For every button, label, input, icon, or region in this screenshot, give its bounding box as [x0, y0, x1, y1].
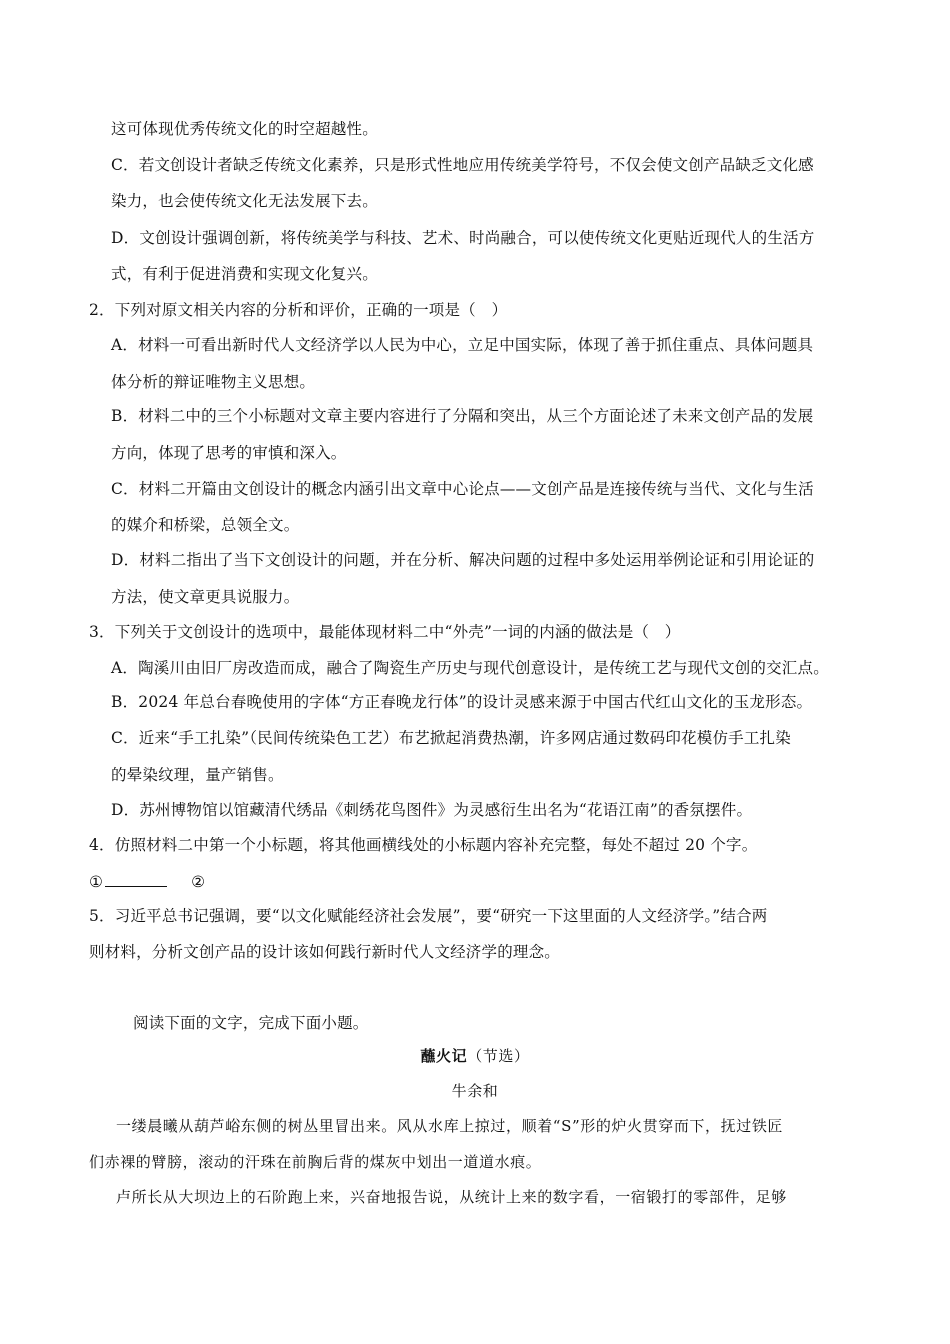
passage-title	[0, 1046, 950, 1066]
q2-option-a-line1: A．材料一可看出新时代人文经济学以人民为中心，立足中国实际，体现了善于抓住重点、具体问题具	[111, 336, 814, 354]
question-4-stem: 4．仿照材料二中第一个小标题，将其他画横线处的小标题内容补充完整，每处不超过 20 个字。	[89, 836, 758, 854]
question-2-stem: 2．下列对原文相关内容的分析和评价，正确的一项是（ ）	[89, 301, 508, 319]
circle-one-marker: ①	[89, 873, 104, 891]
q2-option-a-line2: 体分析的辩证唯物主义思想。	[111, 373, 316, 391]
q2-option-d-line1: D．材料二指出了当下文创设计的问题，并在分析、解决问题的过程中多处运用举例论证和引用论证的	[111, 551, 815, 569]
passage-paragraph-2-line1: 卢所长从大坝边上的石阶跑上来，兴奋地报告说，从统计上来的数字看，一宿锻打的零部件，足够	[116, 1188, 787, 1206]
question-5-line2: 则材料，分析文创产品的设计该如何践行新时代人文经济学的理念。	[89, 943, 561, 961]
question-5-line1: 5．习近平总书记强调，要“以文化赋能经济社会发展”，要“研究一下这里面的人文经济学。”结合两	[89, 907, 768, 925]
q3-option-a: A．陶溪川由旧厂房改造而成，融合了陶瓷生产历史与现代创意设计，是传统工艺与现代文创的交汇点。	[111, 659, 829, 677]
option-c-line1: C．若文创设计者缺乏传统文化素养，只是形式性地应用传统美学符号，不仅会使文创产品缺乏文化感	[111, 156, 814, 174]
passage-paragraph-1-line2: 们赤裸的臂膀，滚动的汗珠在前胸后背的煤灰中划出一道道水痕。	[89, 1153, 542, 1171]
q3-option-c-line1: C．近来“手工扎染”（民间传统染色工艺）布艺掀起消费热潮，许多网店通过数码印花模仿手工扎染	[111, 729, 791, 747]
circle-two-marker: ②	[191, 873, 206, 891]
q3-option-c-line2: 的晕染纹理，量产销售。	[111, 766, 284, 784]
option-c-line2: 染力，也会使传统文化无法发展下去。	[111, 192, 378, 210]
passage-title-note: （节选）	[467, 1047, 530, 1065]
option-d-line2: 式，有利于促进消费和实现文化复兴。	[111, 265, 378, 283]
question-4-answer-blanks	[89, 870, 205, 892]
q3-option-b: B．2024 年总台春晚使用的字体“方正春晚龙行体”的设计灵感来源于中国古代红山文化的玉龙形态。	[111, 693, 813, 711]
q2-option-d-line2: 方法，使文章更具说服力。	[111, 588, 300, 606]
passage-title-text: 蘸火记	[420, 1047, 468, 1065]
q2-option-c-line2: 的媒介和桥梁，总领全文。	[111, 516, 300, 534]
question-3-stem: 3．下列关于文创设计的选项中，最能体现材料二中“外壳”一词的内涵的做法是（ ）	[89, 623, 681, 641]
passage-paragraph-1-line1: 一缕晨曦从葫芦峪东侧的树丛里冒出来。风从水库上掠过，顺着“S”形的炉火贯穿而下，抚过铁匠	[116, 1117, 784, 1135]
q3-option-d: D．苏州博物馆以馆藏清代绣品《刺绣花鸟图件》为灵感衍生出名为“花语江南”的香氛摆件。	[111, 801, 753, 819]
q2-option-b-line1: B．材料二中的三个小标题对文章主要内容进行了分隔和突出，从三个方面论述了未来文创产品的发展	[111, 407, 814, 425]
passage-author: 牛余和	[451, 1082, 499, 1100]
answer-blank-1[interactable]	[105, 870, 167, 887]
option-b-continuation: 这可体现优秀传统文化的时空超越性。	[111, 120, 378, 138]
q2-option-b-line2: 方向，体现了思考的审慎和深入。	[111, 444, 347, 462]
reading-instruction: 阅读下面的文字，完成下面小题。	[133, 1014, 369, 1032]
option-d-line1: D．文创设计强调创新，将传统美学与科技、艺术、时尚融合，可以使传统文化更贴近现代人的生活方	[111, 229, 815, 247]
q2-option-c-line1: C．材料二开篇由文创设计的概念内涵引出文章中心论点——文创产品是连接传统与当代、文化与生活	[111, 480, 814, 498]
